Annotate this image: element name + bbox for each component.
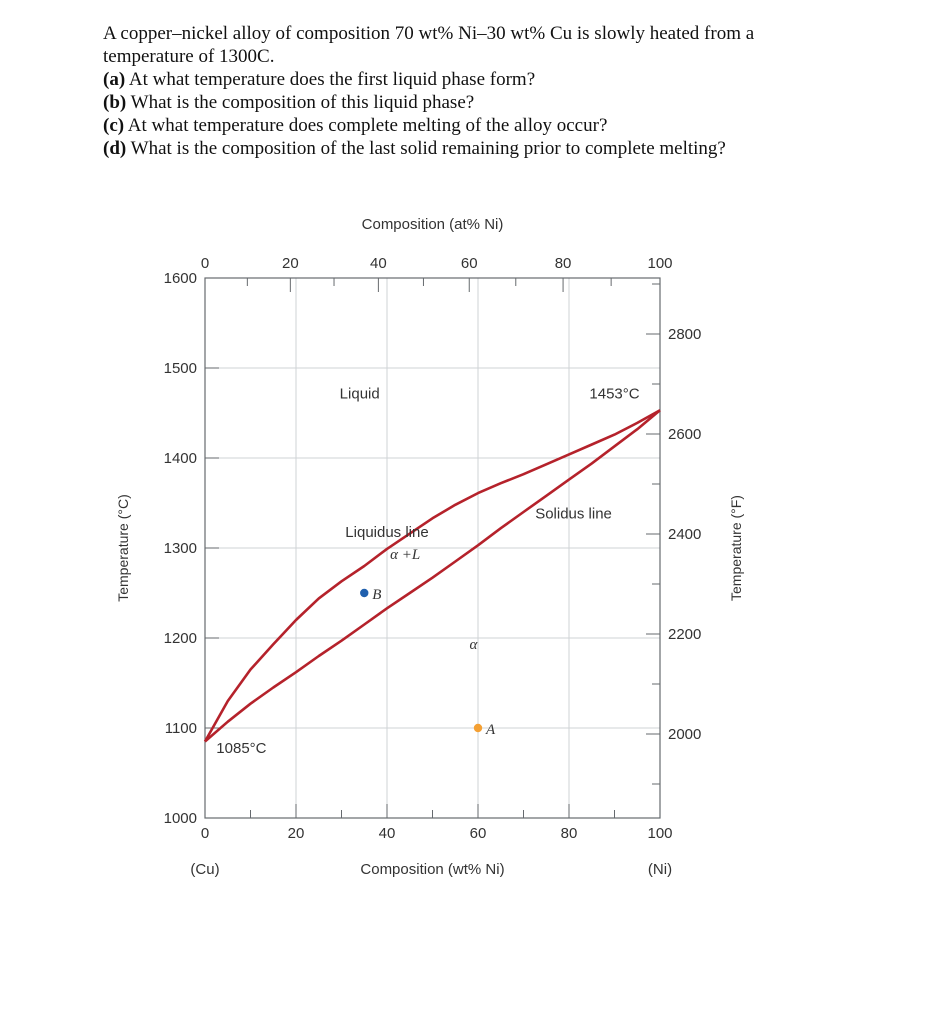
x-axis-title: Composition (wt% Ni) xyxy=(360,861,505,878)
annotation-label: α +L xyxy=(390,546,421,563)
annotation-label: 1453°C xyxy=(589,385,640,403)
point-a-marker xyxy=(474,724,482,732)
left-tick-label: 1000 xyxy=(163,810,197,827)
question-b-tag: (b) xyxy=(103,92,127,113)
problem-intro: A copper–nickel alloy of composition 70 wt% Ni–30 wt% Cu is slowly heated from a temperature of 1300C. xyxy=(103,23,755,67)
top-tick-label: 40 xyxy=(370,255,387,272)
ni-end-label: (Ni) xyxy=(647,861,673,878)
bottom-tick-label: 40 xyxy=(378,825,396,842)
annotations xyxy=(216,386,639,758)
y-axis-title: Temperature (°C) xyxy=(115,494,131,602)
left-tick-label: 1200 xyxy=(163,630,197,647)
question-b-text: What is the composition of this liquid phase? xyxy=(130,92,475,113)
annotation-label: Liquid xyxy=(339,385,380,403)
top-tick-label: 80 xyxy=(554,255,572,272)
axis-labels xyxy=(115,216,744,878)
bottom-tick-label: 60 xyxy=(469,825,487,842)
top-tick-label: 0 xyxy=(200,255,210,272)
point-b-marker xyxy=(360,589,368,597)
top-tick-label: 100 xyxy=(647,255,673,272)
left-tick-label: 1300 xyxy=(163,540,197,557)
question-d-text: What is the composition of the last solid remaining prior to complete melting? xyxy=(130,138,726,159)
question-c-text: At what temperature does complete melting of the alloy occur? xyxy=(127,115,608,136)
left-tick-label: 1600 xyxy=(163,270,197,287)
phase-boundaries xyxy=(205,410,660,741)
annotation-label: 1085°C xyxy=(216,740,267,758)
question-c-tag: (c) xyxy=(103,115,125,136)
question-a-tag: (a) xyxy=(103,69,126,90)
solidus-line-curve xyxy=(205,410,660,741)
liquidus-line-curve xyxy=(205,410,660,741)
right-axis-title: Temperature (°F) xyxy=(728,495,744,601)
right-tick-label: 2000 xyxy=(668,726,702,743)
right-tick-label: 2800 xyxy=(668,326,702,343)
bottom-tick-label: 20 xyxy=(287,825,305,842)
right-tick-label: 2400 xyxy=(668,526,702,543)
bottom-tick-label: 80 xyxy=(560,825,578,842)
gridlines xyxy=(205,278,660,818)
bottom-tick-label: 100 xyxy=(647,825,673,842)
point-b-label: B xyxy=(372,587,382,603)
data-points xyxy=(360,587,496,738)
right-tick-label: 2200 xyxy=(668,626,702,643)
point-a-label: A xyxy=(486,722,496,738)
top-tick-label: 20 xyxy=(282,255,299,272)
top-axis-title: Composition (at% Ni) xyxy=(361,216,504,233)
question-d-tag: (d) xyxy=(103,138,127,159)
annotation-label: α xyxy=(469,636,478,653)
left-tick-label: 1100 xyxy=(164,720,197,737)
right-tick-label: 2600 xyxy=(668,426,702,443)
annotation-label: Liquidus line xyxy=(345,524,429,542)
bottom-tick-label: 0 xyxy=(200,825,210,842)
question-a-text: At what temperature does the first liquid phase form? xyxy=(128,69,536,90)
cu-end-label: (Cu) xyxy=(190,861,220,878)
annotation-label: Solidus line xyxy=(535,505,612,523)
left-tick-label: 1500 xyxy=(163,360,197,377)
top-tick-label: 60 xyxy=(460,255,478,272)
left-tick-label: 1400 xyxy=(163,450,197,467)
